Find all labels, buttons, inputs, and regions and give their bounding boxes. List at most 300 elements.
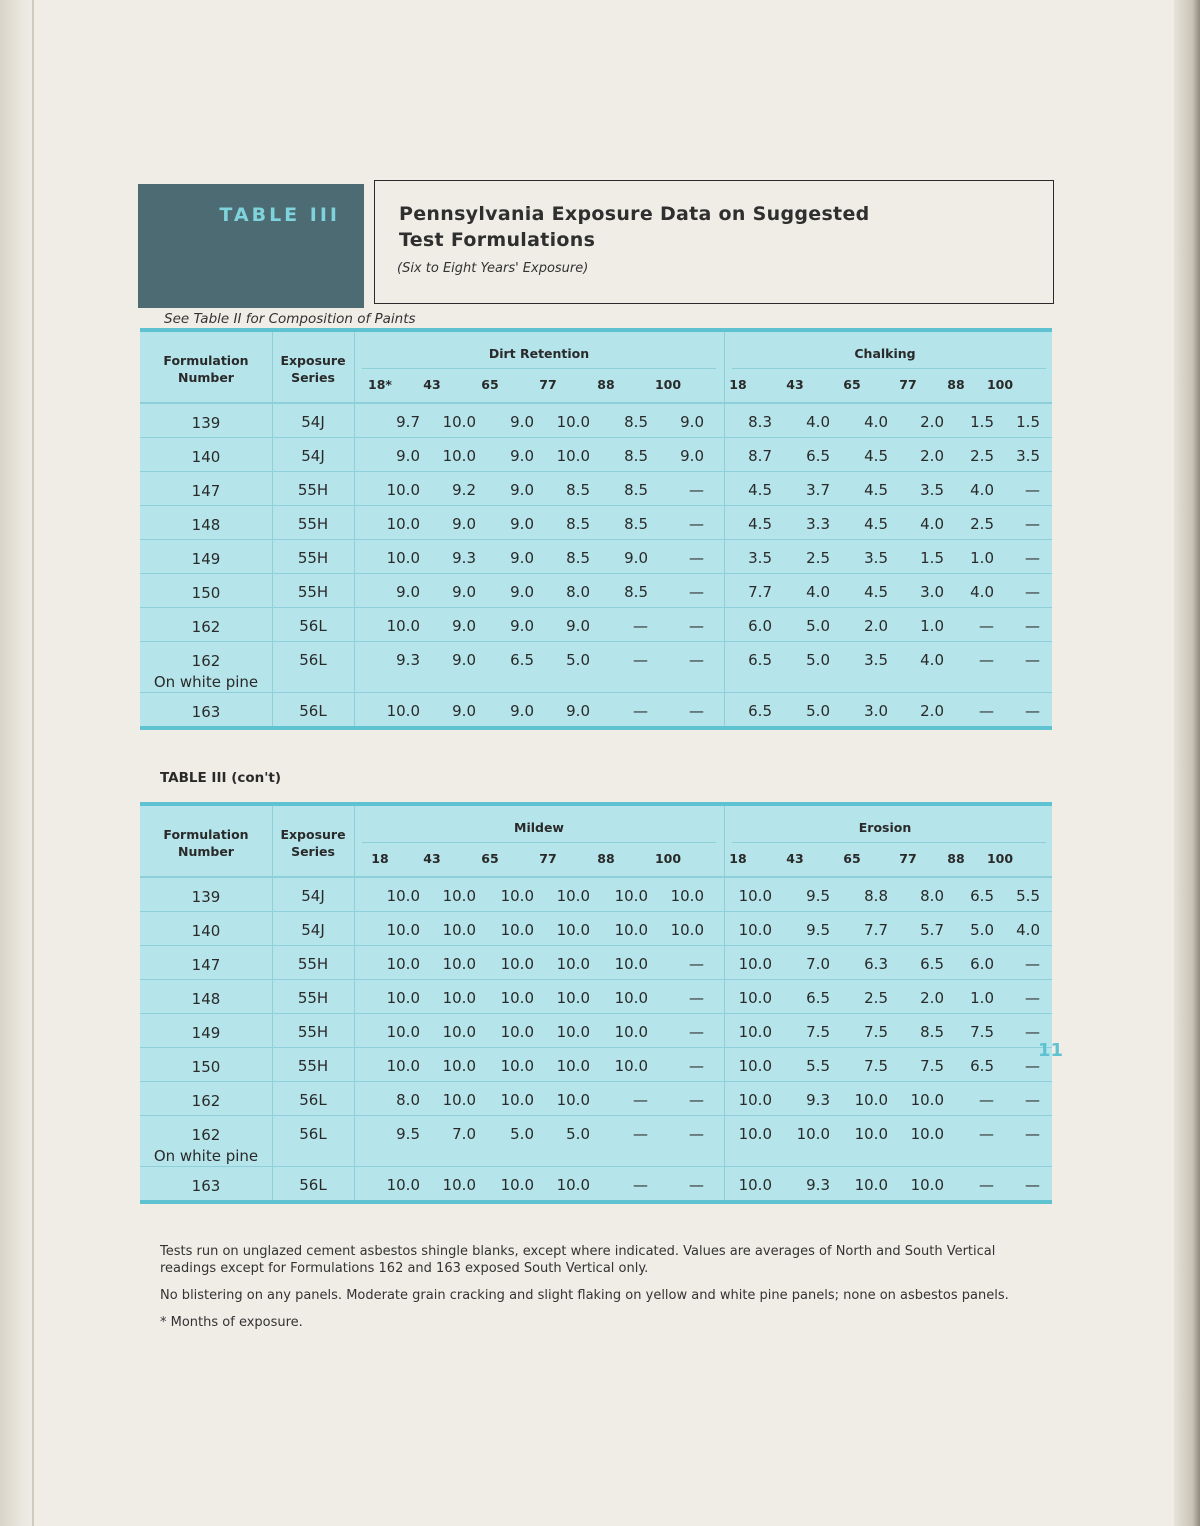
cell-value: 4.0 (970, 583, 994, 601)
column-divider (354, 574, 355, 607)
cell-value: 4.0 (920, 651, 944, 669)
cell-value: 5.0 (806, 617, 830, 635)
cell-value: 10.0 (500, 921, 534, 939)
cell-value: 7.5 (970, 1023, 994, 1041)
cell-formulation (140, 447, 272, 468)
cell-value: — (689, 549, 704, 567)
cell-value: 4.5 (864, 583, 888, 601)
cell-value: 8.5 (624, 447, 648, 465)
cell-value: 10.0 (556, 1176, 590, 1194)
cell-value: 6.3 (864, 955, 888, 973)
continued-label: TABLE III (con't) (160, 770, 282, 786)
binding-line (32, 0, 34, 1526)
cell-value: 1.0 (920, 617, 944, 635)
column-divider (354, 806, 355, 876)
cell-value: 7.7 (864, 921, 888, 939)
cell-value: — (689, 1125, 704, 1143)
cell-exposure-series: 56L (299, 651, 327, 669)
cell-value: 3.5 (920, 481, 944, 499)
cell-value: 10.0 (442, 887, 476, 905)
cell-value: 5.0 (510, 1125, 534, 1143)
formulation-number: 139 (191, 888, 221, 906)
cell-value: 9.2 (452, 481, 476, 499)
column-divider (354, 912, 355, 945)
column-divider (354, 1014, 355, 1047)
header-text: Series (291, 844, 335, 859)
cell-value: 10.0 (614, 989, 648, 1007)
cell-value: 9.0 (566, 702, 590, 720)
cell-value: 5.5 (1016, 887, 1040, 905)
cell-value: — (1025, 651, 1040, 669)
table-row (140, 574, 1052, 608)
cell-value: 3.7 (806, 481, 830, 499)
cell-value: — (979, 617, 994, 635)
subheader-months: 100 (986, 377, 1014, 392)
cell-value: 9.0 (510, 549, 534, 567)
table-label-block (138, 184, 364, 308)
cell-value: — (633, 1176, 648, 1194)
title-line-1: Pennsylvania Exposure Data on Suggested (399, 203, 870, 225)
cell-value: 7.5 (806, 1023, 830, 1041)
cell-value: 10.0 (670, 921, 704, 939)
formulation-number: 148 (191, 990, 221, 1008)
table-row (140, 946, 1052, 980)
table-row (140, 404, 1052, 438)
cell-value: 10.0 (442, 1057, 476, 1075)
cell-value: — (633, 702, 648, 720)
subheader-months: 43 (423, 377, 441, 392)
cell-value: 7.5 (864, 1057, 888, 1075)
cell-formulation (140, 1176, 272, 1197)
formulation-number: 150 (191, 1058, 221, 1076)
cell-value: 10.0 (614, 955, 648, 973)
subheader-months: 65 (481, 377, 499, 392)
cell-value: 9.3 (396, 651, 420, 669)
cell-value: 10.0 (614, 1057, 648, 1075)
group-underline (362, 842, 716, 843)
formulation-number: 147 (191, 482, 221, 500)
cell-formulation (140, 887, 272, 908)
header-text: Exposure (280, 353, 346, 368)
column-divider (354, 980, 355, 1013)
cell-value: 8.5 (624, 583, 648, 601)
cell-value: 7.5 (920, 1057, 944, 1075)
cell-value: — (689, 515, 704, 533)
cell-value: — (1025, 617, 1040, 635)
cell-value: 2.0 (864, 617, 888, 635)
subheader-months: 18 (729, 851, 747, 866)
cell-value: 2.0 (920, 702, 944, 720)
table-row (140, 980, 1052, 1014)
cell-formulation (140, 955, 272, 976)
subheader-months: 77 (539, 377, 557, 392)
cell-value: 3.5 (864, 549, 888, 567)
cell-value: 8.5 (566, 549, 590, 567)
cell-value: — (1025, 989, 1040, 1007)
cell-value: 4.0 (1016, 921, 1040, 939)
subheader-months: 77 (899, 377, 917, 392)
cell-value: — (689, 955, 704, 973)
cell-exposure-series: 56L (299, 617, 327, 635)
cell-value: 6.5 (920, 955, 944, 973)
cell-value: 10.0 (738, 1091, 772, 1109)
cell-value: 10.0 (386, 549, 420, 567)
subheader-months: 18 (371, 851, 389, 866)
subheader-months: 100 (986, 851, 1014, 866)
table-row (140, 1014, 1052, 1048)
cell-value: — (1025, 583, 1040, 601)
cell-value: 9.3 (806, 1176, 830, 1194)
title-box (374, 180, 1054, 304)
table-row (140, 506, 1052, 540)
cell-formulation (140, 549, 272, 570)
cell-value: 9.5 (806, 921, 830, 939)
cell-value: 9.0 (452, 651, 476, 669)
cell-formulation (140, 921, 272, 942)
cell-value: 10.0 (500, 955, 534, 973)
cell-formulation (140, 481, 272, 502)
cell-value: 10.0 (442, 413, 476, 431)
column-divider (354, 608, 355, 641)
cell-value: — (633, 617, 648, 635)
subheader-months: 18 (729, 377, 747, 392)
cell-value: 10.0 (500, 1057, 534, 1075)
column-divider (354, 1048, 355, 1081)
column-divider (354, 506, 355, 539)
header-text: Number (178, 370, 234, 385)
header-text: Number (178, 844, 234, 859)
subheader-months: 88 (597, 851, 615, 866)
cell-value: 7.0 (452, 1125, 476, 1143)
group-underline (362, 368, 716, 369)
cell-value: 3.0 (920, 583, 944, 601)
cell-value: 6.0 (970, 955, 994, 973)
cell-value: 10.0 (386, 921, 420, 939)
cell-value: 10.0 (500, 1023, 534, 1041)
table-row (140, 608, 1052, 642)
cell-value: 10.0 (386, 1057, 420, 1075)
column-divider (354, 438, 355, 471)
cell-value: — (689, 1023, 704, 1041)
cell-value: 10.0 (614, 887, 648, 905)
cell-value: 9.7 (396, 413, 420, 431)
header-text: Exposure (280, 827, 346, 842)
cell-value: 9.0 (510, 413, 534, 431)
cell-value: 1.5 (1016, 413, 1040, 431)
cell-value: 1.5 (920, 549, 944, 567)
cell-value: 8.3 (748, 413, 772, 431)
subheader-months: 100 (654, 377, 682, 392)
cell-value: 10.0 (442, 989, 476, 1007)
note-months: * Months of exposure. (160, 1315, 303, 1330)
cell-value: — (1025, 1091, 1040, 1109)
cell-value: 1.0 (970, 549, 994, 567)
formulation-number: 162 (191, 652, 221, 670)
cell-value: 5.0 (566, 1125, 590, 1143)
cell-value: 8.0 (396, 1091, 420, 1109)
cell-value: — (979, 1091, 994, 1109)
cell-value: 10.0 (442, 447, 476, 465)
cell-value: 4.0 (920, 515, 944, 533)
cell-value: — (689, 1091, 704, 1109)
cell-exposure-series: 54J (301, 921, 325, 939)
table-row (140, 472, 1052, 506)
cell-value: 4.0 (806, 583, 830, 601)
cell-value: 10.0 (500, 1091, 534, 1109)
cell-value: 5.7 (920, 921, 944, 939)
cell-value: 10.0 (738, 1125, 772, 1143)
cell-formulation (140, 1023, 272, 1044)
cell-value: 6.0 (748, 617, 772, 635)
cell-value: — (1025, 1057, 1040, 1075)
cell-value: 10.0 (386, 481, 420, 499)
header-exposure-series (272, 826, 354, 860)
cell-value: 10.0 (500, 887, 534, 905)
cell-value: 10.0 (854, 1176, 888, 1194)
cell-value: 9.0 (680, 447, 704, 465)
cell-value: 5.0 (970, 921, 994, 939)
column-divider (354, 332, 355, 402)
cell-exposure-series: 55H (297, 989, 329, 1007)
subheader-months: 43 (786, 851, 804, 866)
cell-value: 8.5 (566, 515, 590, 533)
table-row (140, 693, 1052, 726)
cell-formulation (140, 989, 272, 1010)
cell-value: — (689, 1176, 704, 1194)
cell-value: — (979, 702, 994, 720)
cell-value: — (689, 617, 704, 635)
reference-note: See Table II for Composition of Paints (164, 311, 416, 327)
cell-value: 9.0 (624, 549, 648, 567)
column-divider (354, 1116, 355, 1166)
header-exposure-series (272, 352, 354, 386)
cell-formulation (140, 1125, 272, 1167)
cell-value: 10.0 (500, 1176, 534, 1194)
table-row (140, 1116, 1052, 1167)
formulation-number: 163 (191, 703, 221, 721)
cell-value: — (689, 1057, 704, 1075)
column-divider (354, 642, 355, 692)
cell-value: 10.0 (796, 1125, 830, 1143)
table-row (140, 878, 1052, 912)
cell-value: 6.5 (510, 651, 534, 669)
cell-value: 9.0 (452, 583, 476, 601)
cell-value: 10.0 (386, 702, 420, 720)
cell-value: 10.0 (910, 1176, 944, 1194)
cell-value: 7.7 (748, 583, 772, 601)
cell-value: 2.0 (920, 447, 944, 465)
cell-formulation (140, 1057, 272, 1078)
note-blistering: No blistering on any panels. Moderate grain cracking and slight flaking on yellow and white pine panels; none on asbestos panels. (160, 1288, 1009, 1303)
group-underline (732, 368, 1046, 369)
cell-formulation (140, 413, 272, 434)
cell-value: 8.5 (624, 515, 648, 533)
column-divider (354, 1167, 355, 1200)
formulation-number: 148 (191, 516, 221, 534)
cell-value: — (689, 583, 704, 601)
cell-value: 9.5 (396, 1125, 420, 1143)
table-label: TABLE III (219, 204, 340, 226)
header-text: Formulation (163, 353, 249, 368)
column-divider (354, 693, 355, 726)
note-test-conditions: Tests run on unglazed cement asbestos shingle blanks, except where indicated. Values are averages of North and South Vertical readings except for Formulations 162 and 163 exposed South Vertical only. (160, 1244, 996, 1276)
cell-value: 10.0 (556, 921, 590, 939)
cell-value: 10.0 (556, 1091, 590, 1109)
cell-value: — (979, 1125, 994, 1143)
cell-value: 9.0 (510, 515, 534, 533)
cell-value: 10.0 (738, 921, 772, 939)
cell-formulation (140, 651, 272, 693)
cell-formulation (140, 1091, 272, 1112)
cell-value: 10.0 (738, 1023, 772, 1041)
cell-value: 10.0 (442, 921, 476, 939)
cell-value: 2.0 (920, 413, 944, 431)
cell-value: 10.0 (854, 1125, 888, 1143)
cell-value: 3.5 (864, 651, 888, 669)
subheader-months: 18* (368, 377, 392, 392)
cell-value: 10.0 (614, 921, 648, 939)
header-text: Formulation (163, 827, 249, 842)
cell-exposure-series: 55H (297, 1057, 329, 1075)
header-formulation-number (140, 352, 272, 386)
page-number: 11 (1038, 1040, 1064, 1061)
table-dirt-chalking (140, 328, 1052, 730)
cell-value: 10.0 (614, 1023, 648, 1041)
cell-formulation (140, 583, 272, 604)
subheader-months: 88 (947, 851, 965, 866)
cell-value: 4.0 (970, 481, 994, 499)
cell-value: 10.0 (442, 955, 476, 973)
group-underline (732, 842, 1046, 843)
cell-value: — (1025, 702, 1040, 720)
formulation-number: 140 (191, 922, 221, 940)
cell-value: — (1025, 1023, 1040, 1041)
cell-value: 9.0 (510, 447, 534, 465)
page-edge (1174, 0, 1200, 1526)
formulation-number: 139 (191, 414, 221, 432)
subheader-months: 43 (786, 377, 804, 392)
cell-value: 9.0 (452, 515, 476, 533)
cell-value: 9.3 (452, 549, 476, 567)
cell-value: 6.5 (748, 702, 772, 720)
column-divider (354, 1082, 355, 1115)
cell-value: 10.0 (556, 447, 590, 465)
cell-value: — (689, 989, 704, 1007)
cell-value: 10.0 (556, 955, 590, 973)
cell-value: — (1025, 549, 1040, 567)
cell-exposure-series: 56L (299, 702, 327, 720)
cell-formulation (140, 702, 272, 723)
header-text: Series (291, 370, 335, 385)
subheader-months: 77 (899, 851, 917, 866)
formulation-number: 149 (191, 550, 221, 568)
group-chalking: Chalking (854, 346, 916, 361)
cell-value: 9.5 (806, 887, 830, 905)
cell-value: 3.5 (748, 549, 772, 567)
table-row (140, 642, 1052, 693)
cell-value: 9.0 (680, 413, 704, 431)
group-erosion: Erosion (858, 820, 912, 835)
cell-value: — (979, 651, 994, 669)
cell-value: 4.5 (864, 481, 888, 499)
subheader-months: 65 (843, 851, 861, 866)
cell-value: 10.0 (738, 989, 772, 1007)
cell-exposure-series: 56L (299, 1091, 327, 1109)
cell-value: — (979, 1176, 994, 1194)
cell-value: 10.0 (442, 1023, 476, 1041)
subtitle: (Six to Eight Years' Exposure) (397, 261, 589, 276)
cell-value: 10.0 (386, 955, 420, 973)
cell-value: 10.0 (386, 1023, 420, 1041)
cell-value: 10.0 (910, 1125, 944, 1143)
group-mildew: Mildew (514, 820, 564, 835)
cell-value: — (1025, 955, 1040, 973)
cell-value: 10.0 (670, 887, 704, 905)
page-binding (0, 0, 34, 1526)
cell-value: 4.5 (748, 481, 772, 499)
cell-value: 5.0 (806, 651, 830, 669)
cell-value: 6.5 (748, 651, 772, 669)
cell-value: — (689, 651, 704, 669)
cell-value: 8.0 (566, 583, 590, 601)
cell-value: 10.0 (854, 1091, 888, 1109)
cell-value: 9.0 (452, 617, 476, 635)
cell-exposure-series: 54J (301, 413, 325, 431)
cell-value: 10.0 (556, 989, 590, 1007)
cell-value: 9.0 (510, 617, 534, 635)
cell-value: 4.0 (864, 413, 888, 431)
cell-value: 10.0 (556, 1057, 590, 1075)
cell-value: 9.0 (396, 447, 420, 465)
formulation-note: On white pine (153, 673, 259, 691)
formulation-number: 149 (191, 1024, 221, 1042)
formulation-number: 162 (191, 1092, 221, 1110)
cell-value: 9.0 (566, 617, 590, 635)
group-dirt-retention: Dirt Retention (488, 346, 590, 361)
cell-value: 10.0 (386, 1176, 420, 1194)
cell-value: 10.0 (556, 413, 590, 431)
cell-exposure-series: 55H (297, 1023, 329, 1041)
cell-value: 7.5 (864, 1023, 888, 1041)
cell-value: 8.5 (624, 481, 648, 499)
cell-value: — (633, 1125, 648, 1143)
cell-value: 8.0 (920, 887, 944, 905)
cell-value: 10.0 (738, 1176, 772, 1194)
table-row (140, 912, 1052, 946)
cell-value: 1.5 (970, 413, 994, 431)
cell-formulation (140, 515, 272, 536)
subheader-months: 100 (654, 851, 682, 866)
cell-value: 10.0 (386, 887, 420, 905)
formulation-note: On white pine (153, 1147, 259, 1165)
cell-value: 4.5 (864, 515, 888, 533)
cell-value: 7.0 (806, 955, 830, 973)
cell-value: — (633, 1091, 648, 1109)
cell-value: — (1025, 515, 1040, 533)
cell-value: 4.5 (748, 515, 772, 533)
cell-value: 9.0 (396, 583, 420, 601)
header-formulation-number (140, 826, 272, 860)
cell-value: 3.3 (806, 515, 830, 533)
cell-value: 10.0 (738, 887, 772, 905)
table-row (140, 1167, 1052, 1200)
subheader-months: 88 (597, 377, 615, 392)
cell-value: — (689, 481, 704, 499)
cell-exposure-series: 55H (297, 481, 329, 499)
column-divider (354, 878, 355, 911)
page-title (399, 201, 870, 253)
table-row (140, 1082, 1052, 1116)
